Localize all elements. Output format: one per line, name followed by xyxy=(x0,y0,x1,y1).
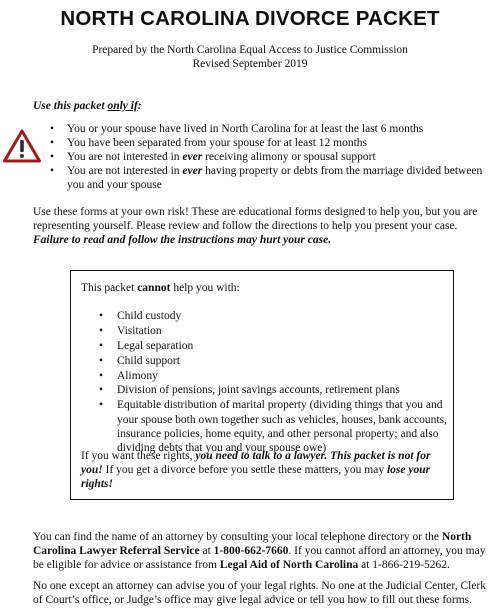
list-item xyxy=(49,136,494,150)
list-item: • Legal separation xyxy=(99,339,447,353)
eligibility-criteria-list xyxy=(49,122,494,192)
box-footer-note xyxy=(81,449,445,492)
box-foot-text: If you get a divorce before you settle these matters, you may xyxy=(102,464,387,477)
criteria-text: having property or debts from the marriage divided between you and your spouse xyxy=(67,165,483,191)
use-only-prefix: Use this packet xyxy=(33,100,108,112)
criteria-text: You or your spouse have lived in North Carolina for at least the last 6 months xyxy=(67,123,424,135)
use-only-suffix: : xyxy=(137,100,142,112)
risk-text: Use these forms at your own risk! These are educational forms designed to help you, but you are representing yourself. Please review and follow the directions to help you present your case. xyxy=(33,206,478,233)
list-item: • Visitation xyxy=(99,324,447,338)
criteria-emphasis: ever xyxy=(182,165,203,177)
list-item: • Child custody xyxy=(99,309,447,323)
prepared-by: Prepared by the North Carolina Equal Access to Justice Commission xyxy=(92,44,408,56)
list-item: • Child support xyxy=(99,354,447,368)
legal-advice-disclaimer: No one except an attorney can advise you of your legal rights. No one at the Judicial Center, Clerk of Court’s office, or Judge’s office may give legal advice or tell you how to fill out these forms. xyxy=(33,580,487,607)
attorney-paragraph xyxy=(33,530,497,573)
revised-date: Revised September 2019 xyxy=(192,58,308,70)
list-item: • Division of pensions, joint savings accounts, retirement plans xyxy=(99,383,447,397)
cannot-help-box xyxy=(70,270,454,500)
attorney-text: You can find the name of an attorney by consulting your local telephone directory or the xyxy=(33,531,442,543)
referral-service-name: North Carolina Lawyer Referral Service xyxy=(33,531,472,558)
criteria-text: You have been separated from your spouse for at least 12 months xyxy=(67,137,367,149)
risk-warning: Failure to read and follow the instructions may hurt your case. xyxy=(33,234,332,247)
list-item xyxy=(49,164,494,192)
box-heading xyxy=(81,281,240,295)
use-only-underlined: only if xyxy=(107,100,138,112)
list-item: • Equitable distribution of marital property (dividing things that you and your spouse both own together such as vehicles, houses, bank accounts, insurance policies, home equity, and other personal property; and also dividing debts that you and your spouse owe) xyxy=(99,398,447,455)
list-item xyxy=(49,150,494,164)
legal-aid-name: Legal Aid of North Carolina xyxy=(219,559,359,572)
criteria-text: You are not interested in xyxy=(67,151,183,163)
criteria-emphasis: ever xyxy=(182,151,203,163)
criteria-text: You are not interested in xyxy=(67,165,183,177)
risk-paragraph xyxy=(33,205,495,248)
referral-phone: 1-800-662-7660 xyxy=(213,545,289,558)
box-foot-emphasis: lose your rights! xyxy=(81,464,431,491)
box-heading-post: help you with: xyxy=(170,282,240,294)
attorney-text: at xyxy=(199,545,214,558)
attorney-text: . If you cannot afford an attorney, you may be eligible for advice or assistance from xyxy=(33,545,486,572)
attorney-text: at 1-866-219-5262. xyxy=(358,559,450,572)
box-foot-emphasis: you need to talk to a lawyer. This packet is not for you! xyxy=(81,450,431,477)
box-heading-bold: cannot xyxy=(137,282,171,294)
list-item: • Alimony xyxy=(99,369,447,383)
box-foot-text: If you want these rights, xyxy=(81,450,196,462)
box-heading-pre: This packet xyxy=(81,282,138,294)
use-only-heading xyxy=(33,99,142,113)
warning-triangle-icon xyxy=(3,129,41,163)
list-item xyxy=(49,122,494,136)
criteria-text: receiving alimony or spousal support xyxy=(202,151,376,163)
page-title: NORTH CAROLINA DIVORCE PACKET xyxy=(60,7,440,30)
cannot-help-list xyxy=(99,309,447,456)
